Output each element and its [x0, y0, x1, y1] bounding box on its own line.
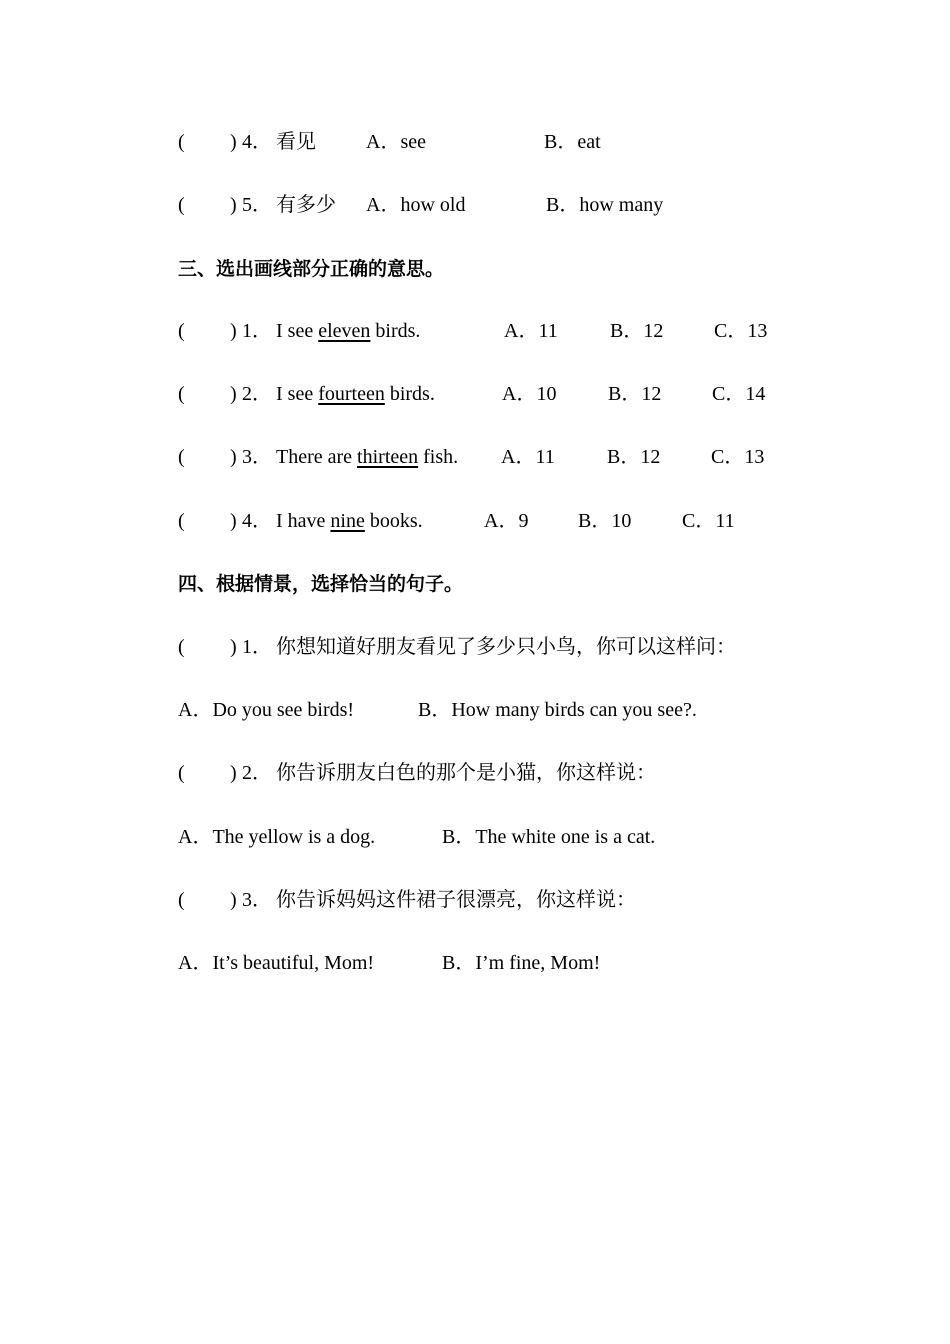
answer-paren-open: (	[178, 131, 185, 153]
option-a: A．9	[484, 510, 529, 532]
answer-paren-close: )	[230, 131, 237, 153]
answer-paren-open: (	[178, 383, 185, 405]
chinese-word: 看见	[276, 131, 316, 153]
answer-paren-open: (	[178, 889, 185, 911]
answer-paren-open: (	[178, 636, 185, 658]
question-number: 2．	[242, 383, 272, 405]
section-title: 四、根据情景，选择恰当的句子。	[178, 573, 464, 595]
option-a: A．It’s beautiful, Mom!	[178, 952, 375, 974]
option-c: C．14	[712, 383, 766, 405]
question-number: 3．	[242, 889, 272, 911]
option-a: A．how old	[366, 194, 466, 216]
answer-paren-open: (	[178, 762, 185, 784]
underlined-word: nine	[330, 510, 365, 532]
answer-paren-close: )	[230, 636, 237, 658]
sentence: I have nine books.	[276, 510, 423, 532]
sentence: There are thirteen fish.	[276, 446, 459, 468]
underlined-word: fourteen	[318, 383, 385, 405]
underlined-word: eleven	[318, 320, 371, 342]
option-b: B．eat	[544, 131, 601, 153]
option-b: B．The white one is a cat.	[442, 826, 656, 848]
scenario-text: 你告诉朋友白色的那个是小猫，你这样说：	[276, 762, 656, 784]
option-a: A．11	[504, 320, 558, 342]
scenario-text: 你告诉妈妈这件裙子很漂亮，你这样说：	[276, 889, 636, 911]
option-a: A．11	[501, 446, 555, 468]
sentence: I see eleven birds.	[276, 320, 421, 342]
answer-paren-close: )	[230, 446, 237, 468]
option-b: B．How many birds can you see?.	[418, 699, 697, 721]
question-number: 1．	[242, 636, 272, 658]
option-a: A．10	[502, 383, 557, 405]
option-c: C．11	[682, 510, 735, 532]
option-b: B．I’m fine, Mom!	[442, 952, 601, 974]
option-b: B．12	[607, 446, 661, 468]
answer-paren-close: )	[230, 762, 237, 784]
chinese-word: 有多少	[276, 194, 336, 216]
scenario-text: 你想知道好朋友看见了多少只小鸟，你可以这样问：	[276, 636, 736, 658]
question-number: 2．	[242, 762, 272, 784]
answer-paren-close: )	[230, 320, 237, 342]
option-a: A．The yellow is a dog.	[178, 826, 376, 848]
question-number: 4．	[242, 131, 272, 153]
question-number: 3．	[242, 446, 272, 468]
answer-paren-open: (	[178, 446, 185, 468]
option-b: B．12	[610, 320, 664, 342]
option-b: B．10	[578, 510, 632, 532]
section-title: 三、选出画线部分正确的意思。	[178, 258, 445, 280]
option-a: A．see	[366, 131, 426, 153]
question-number: 4．	[242, 510, 272, 532]
answer-paren-open: (	[178, 510, 185, 532]
answer-paren-open: (	[178, 320, 185, 342]
answer-paren-close: )	[230, 383, 237, 405]
answer-paren-open: (	[178, 194, 185, 216]
question-number: 5．	[242, 194, 272, 216]
option-b: B．how many	[546, 194, 664, 216]
option-c: C．13	[714, 320, 768, 342]
option-a: A．Do you see birds!	[178, 699, 355, 721]
option-b: B．12	[608, 383, 662, 405]
sentence: I see fourteen birds.	[276, 383, 435, 405]
answer-paren-close: )	[230, 194, 237, 216]
underlined-word: thirteen	[357, 446, 419, 468]
question-number: 1．	[242, 320, 272, 342]
answer-paren-close: )	[230, 510, 237, 532]
option-c: C．13	[711, 446, 765, 468]
answer-paren-close: )	[230, 889, 237, 911]
